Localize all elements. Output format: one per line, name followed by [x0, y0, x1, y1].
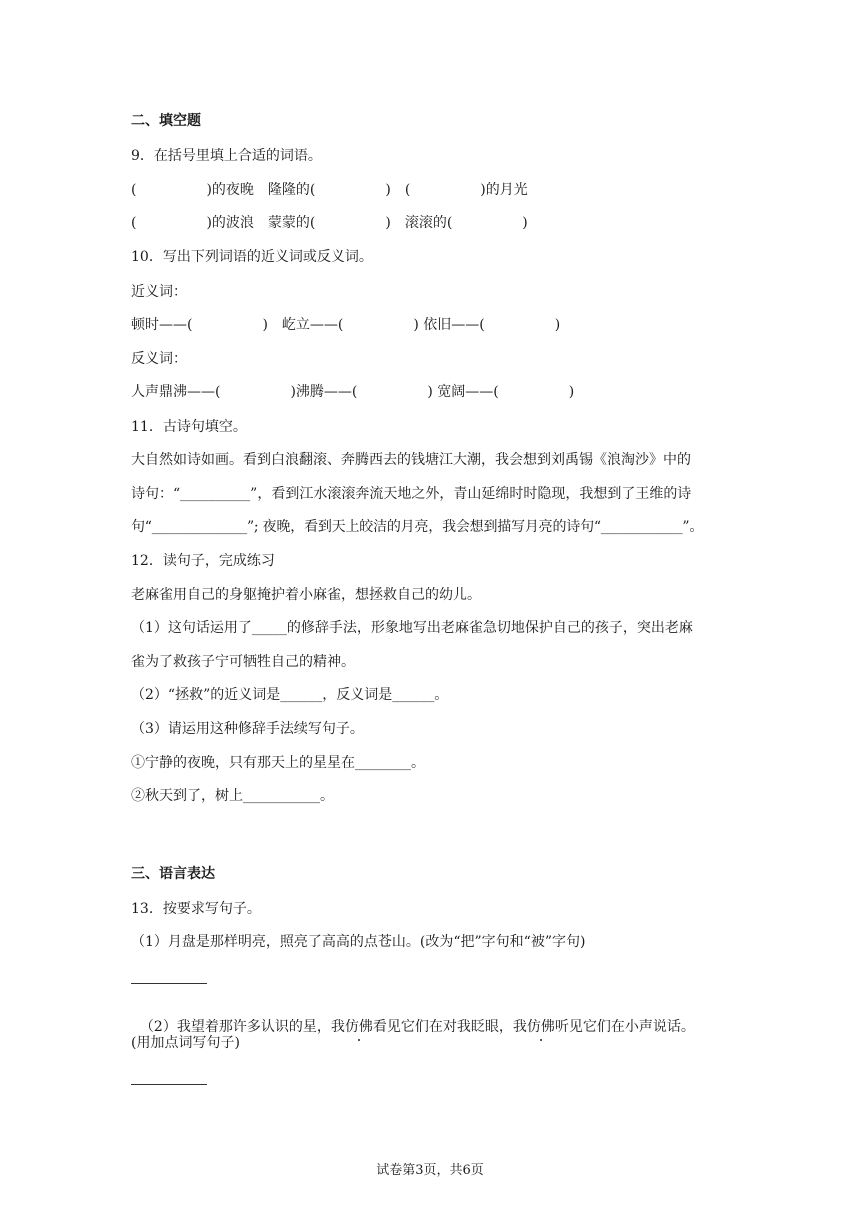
- q12-stem: 12．读句子，完成练习: [131, 553, 275, 569]
- q13-part-1: （1）月盘是那样明亮，照亮了高高的点苍山。(改为“把”字句和“被”字句): [131, 934, 586, 950]
- q13-part-2-text-c: 听见它们在小声说话。: [554, 1019, 695, 1035]
- q12-sentence: 老麻雀用自己的身躯掩护着小麻雀，想拯救自己的幼儿。: [131, 587, 481, 603]
- q9-stem: 9．在括号里填上合适的词语。: [131, 148, 322, 164]
- q12-sentence-1: ①宁静的夜晚，只有那天上的星星在________。: [131, 755, 425, 771]
- q9-row-2: ( )的波浪 蒙蒙的( ) 滚滚的( ): [131, 215, 528, 231]
- q11-stem: 11．古诗句填空。: [131, 419, 247, 435]
- q13-answer-line-2: [131, 1084, 207, 1085]
- q12-part-1-line-2: 雀为了救孩子宁可牺牲自己的精神。: [131, 654, 355, 670]
- q10-synonym-row: 顿时——( ) 屹立——( ) 依旧——( ): [131, 317, 561, 333]
- q13-stem: 13．按要求写句子。: [131, 901, 261, 917]
- q12-part-1-line-1: （1）这句话运用了_____的修辞手法，形象地写出老麻雀急切地保护自己的孩子，突出老麻: [131, 620, 693, 636]
- q13-part-2: [131, 1000, 695, 1036]
- q13-part-2-text-a: （2）我望着那许多认识的星，我: [139, 1019, 345, 1035]
- q11-line-2: 诗句：“__________”，看到江水滚滚奔流天地之外，青山延绵时时隐现，我想到了王维的诗: [131, 486, 692, 502]
- section-2-title: 二、填空题: [131, 113, 201, 129]
- q10-antonym-row: 人声鼎沸——( )沸腾——( ) 宽阔——( ): [131, 384, 575, 400]
- q10-synonym-label: 近义词：: [131, 284, 187, 300]
- q13-dotted-word-1: 仿佛: [344, 1019, 373, 1035]
- q12-part-3: （3）请运用这种修辞手法续写句子。: [131, 721, 364, 737]
- q13-part-2-note: (用加点词写句子): [131, 1035, 240, 1051]
- q13-part-2-text-b: 看见它们在对我眨眼，我: [372, 1019, 527, 1035]
- q11-line-1: 大自然如诗如画。看到白浪翻滚、奔腾西去的钱塘江大潮，我会想到刘禹锡《浪淘沙》中的: [131, 452, 691, 468]
- q9-row-1: ( )的夜晚 隆隆的( ) ( )的月光: [131, 182, 528, 198]
- q10-stem: 10．写出下列词语的近义词或反义词。: [131, 249, 373, 265]
- q13-answer-line-1: [131, 983, 207, 984]
- page-footer: 试卷第3页，共6页: [376, 1163, 484, 1178]
- q10-antonym-label: 反义词：: [131, 351, 187, 367]
- q12-part-2: （2）“拯救”的近义词是______，反义词是______。: [131, 687, 449, 703]
- q11-line-3: 句“______________”; 夜晚，看到天上皎洁的月亮，我会想到描写月亮的诗句“____________”。: [131, 519, 704, 535]
- q12-sentence-2: ②秋天到了，树上___________。: [131, 788, 334, 804]
- section-3-title: 三、语言表达: [131, 866, 215, 882]
- q13-dotted-word-2: 仿佛: [526, 1019, 555, 1035]
